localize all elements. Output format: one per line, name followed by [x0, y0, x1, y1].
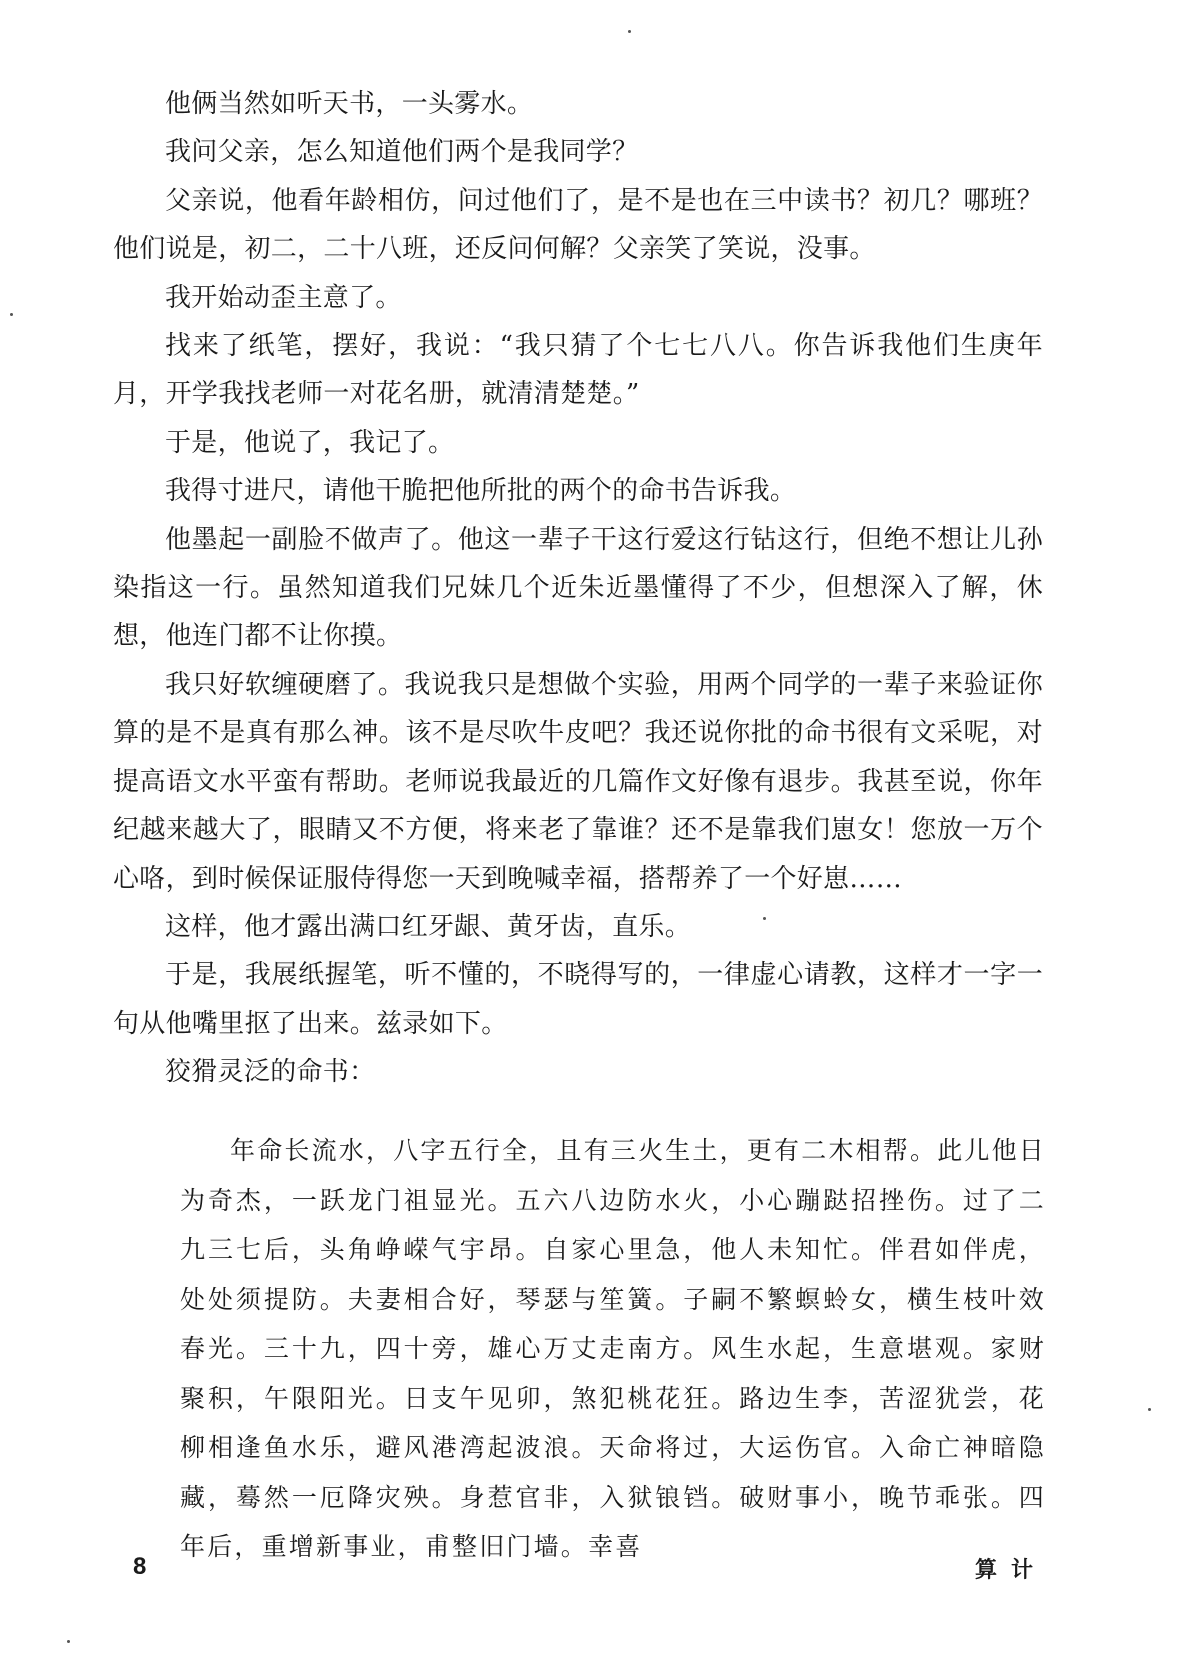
paragraph: 我只好软缠硬磨了。我说我只是想做个实验，用两个同学的一辈子来验证你算的是不是真有那么神。该不是尽吹牛皮吧？我还说你批的命书很有文采呢，对提高语文水平蛮有帮助。老师说我最近的几篇作文好像有退步。我甚至说，你年纪越来越大了，眼睛又不方便，将来老了靠谁？还不是靠我们崽女！您放一万个心咯，到时候保证服侍得您一天到晚喊幸福，搭帮养了一个好崽…… — [113, 669, 1043, 894]
paragraph: 父亲说，他看年龄相仿，问过他们了，是不是也在三中读书？初几？哪班？他们说是，初二，二十八班，还反问何解？父亲笑了笑说，没事。 — [113, 185, 1043, 265]
paragraph: 他俩当然如听天书，一头雾水。 — [165, 89, 534, 119]
paragraph: 于是，我展纸握笔，听不懂的，不晓得写的，一律虚心请教，这样才一字一句从他嘴里抠了出来。兹录如下。 — [113, 960, 1043, 1039]
paragraph: 找来了纸笔，摆好，我说：“我只猜了个七七八八。你告诉我他们生庚年月，开学我找老师一对花名册，就清清楚楚。” — [113, 331, 1043, 410]
paragraph: 我得寸进尺，请他干脆把他所批的两个的命书告诉我。 — [165, 476, 797, 507]
scan-speck — [67, 1640, 70, 1643]
scan-speck — [763, 917, 766, 920]
scan-speck — [10, 313, 13, 316]
page-number: 8 — [133, 1553, 147, 1580]
fortune-paragraph: 年命长流水，八字五行全，且有三火生土，更有二木相帮。此儿他日为奇杰，一跃龙门祖显光。五六八边防水火，小心蹦跶招挫伤。过了二九三七后，头角峥嵘气宇昂。自家心里急，他人未知忙。伴君如伴虎，处处须提防。夫妻相合好，琴瑟与笙簧。子嗣不繁螟蛉女，横生枝叶效春光。三十九，四十旁，雄心万丈走南方。风生水起，生意堪观。家财聚积，午限阳光。日支午见卯，煞犯桃花狂。路边生李，苦涩犹尝，花柳相逢鱼水乐，避风港湾起波浪。天命将过，大运伤官。入命亡神暗隐藏，蓦然一厄降灾殃。身惹官非，入狱锒铛。破财事小，晚节乖张。四年后，重增新事业，甫整旧门墙。幸喜 — [180, 1136, 1047, 1561]
paragraph: 他墨起一副脸不做声了。他这一辈子干这行爱这行钻这行，但绝不想让儿孙染指这一行。虽然知道我们兄妹几个近朱近墨懂得了不少，但想深入了解，休想，他连门都不让你摸。 — [113, 524, 1043, 652]
paragraph: 狡猾灵泛的命书： — [165, 1057, 376, 1088]
paragraph: 我问父亲，怎么知道他们两个是我同学？ — [165, 137, 639, 168]
running-title: 算计 — [974, 1558, 1047, 1583]
paragraph: 我开始动歪主意了。 — [165, 282, 402, 313]
paragraph: 这样，他才露出满口红牙龈、黄牙齿，直乐。 — [165, 911, 692, 942]
scan-speck — [628, 30, 631, 33]
paragraph: 于是，他说了，我记了。 — [165, 427, 455, 458]
main-text-block — [113, 80, 1043, 1097]
fortune-text-block — [180, 1126, 1046, 1572]
scan-speck — [1148, 1408, 1151, 1411]
